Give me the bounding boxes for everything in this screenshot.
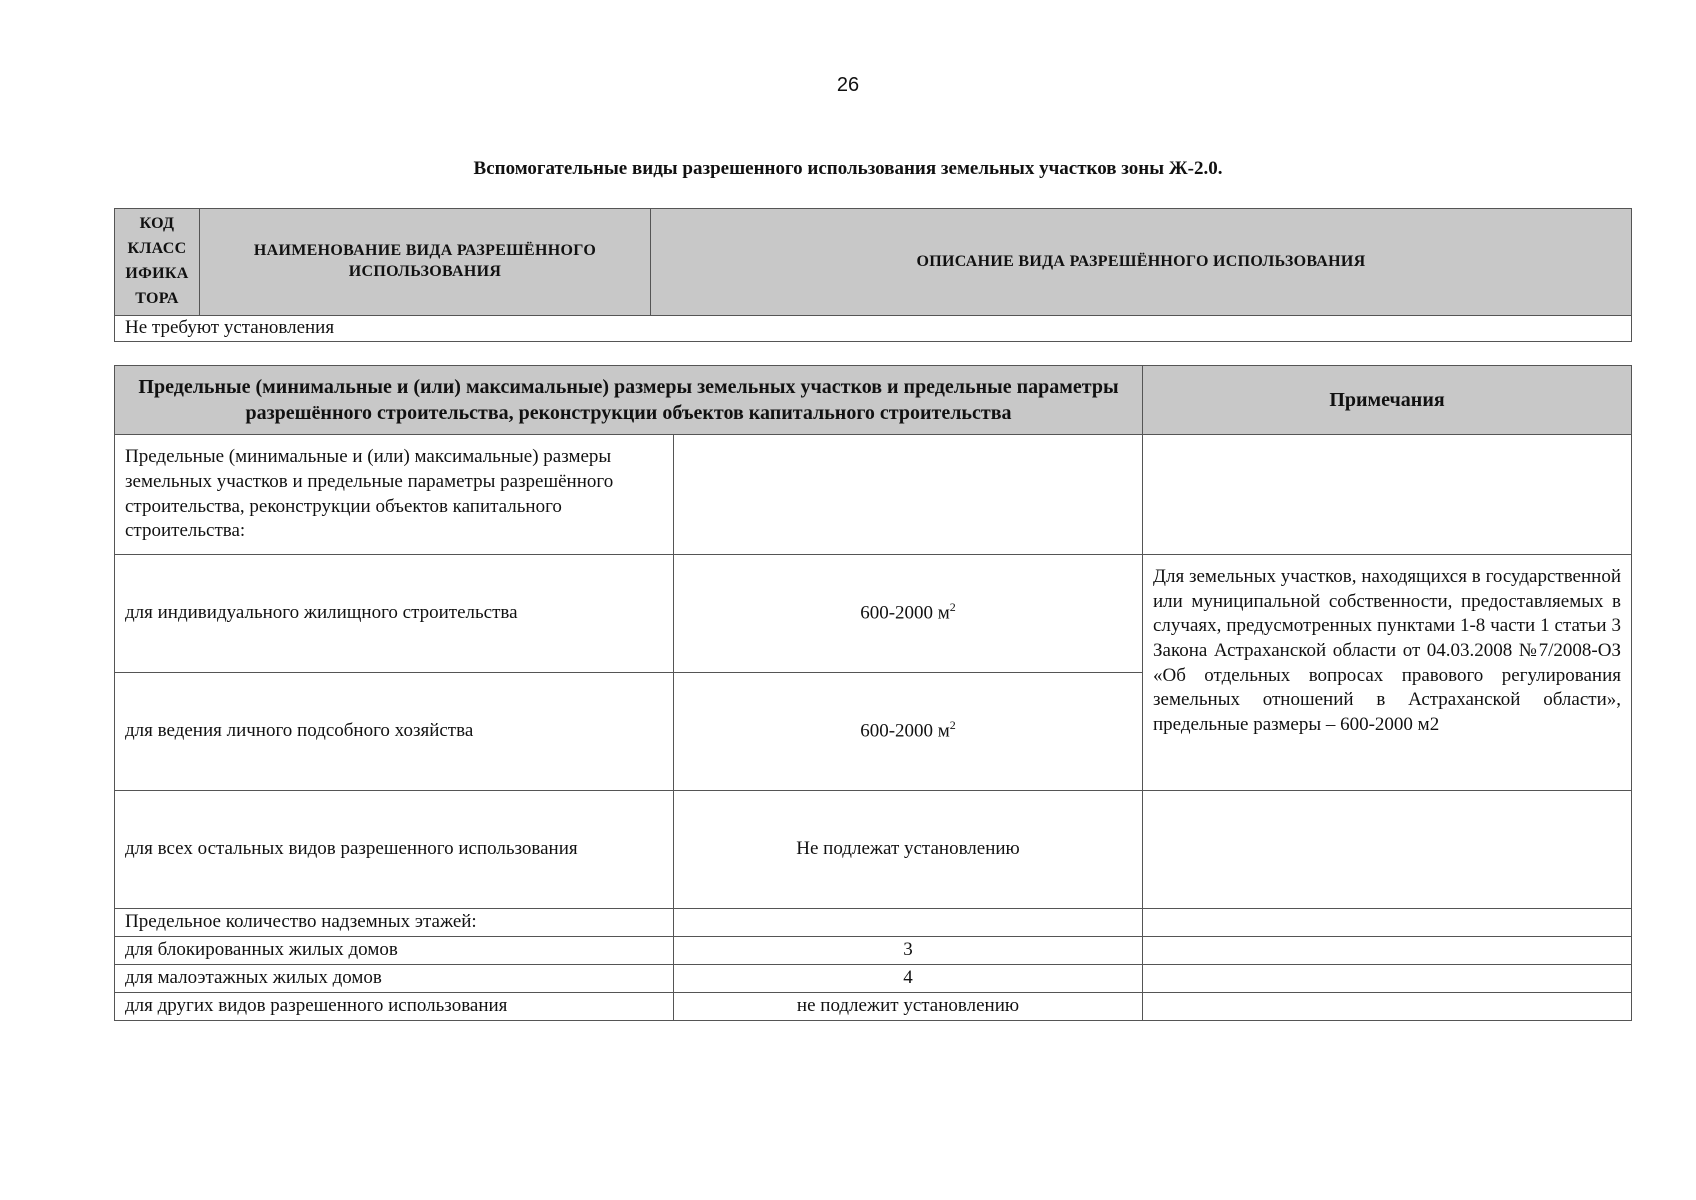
row-value: 600-2000 $м^2$	[674, 555, 1143, 673]
table-row	[115, 965, 1632, 993]
header-code: КОД КЛАСС ИФИКА ТОРА	[115, 209, 200, 316]
table-header-row	[115, 366, 1632, 435]
table-row	[115, 791, 1632, 909]
note-cell	[1143, 993, 1632, 1021]
document-title: Вспомогательные виды разрешенного использования земельных участков зоны Ж-2.0.	[473, 158, 1223, 179]
row-value: 600-2000 $м^2$	[674, 673, 1143, 791]
header-limits: Предельные (минимальные и (или) максимальные) размеры земельных участков и предельные параметры разрешённого строительства, реконструкции объектов капитального строительства	[115, 366, 1143, 435]
note-cell	[1143, 937, 1632, 965]
note-cell	[1143, 965, 1632, 993]
value-cell	[674, 435, 1143, 555]
table-row	[115, 909, 1632, 937]
row-value: 3	[674, 937, 1143, 965]
not-required-cell: Не требуют установления	[115, 316, 1632, 342]
header-name: НАИМЕНОВАНИЕ ВИДА РАЗРЕШЁННОГО ИСПОЛЬЗОВАНИЯ	[200, 209, 651, 316]
row-label: для других видов разрешенного использования	[115, 993, 674, 1021]
row-label: для индивидуального жилищного строительства	[115, 555, 674, 673]
table-row	[115, 435, 1632, 555]
table-row	[115, 993, 1632, 1021]
permitted-use-table	[114, 208, 1632, 342]
row-label: для всех остальных видов разрешенного использования	[115, 791, 674, 909]
parameters-table	[114, 365, 1632, 1021]
note-cell	[1143, 435, 1632, 555]
row-label: для ведения личного подсобного хозяйства	[115, 673, 674, 791]
table-row	[115, 316, 1632, 342]
header-description: ОПИСАНИЕ ВИДА РАЗРЕШЁННОГО ИСПОЛЬЗОВАНИЯ	[651, 209, 1632, 316]
row-value: 4	[674, 965, 1143, 993]
row-label: для блокированных жилых домов	[115, 937, 674, 965]
intro-cell: Предельные (минимальные и (или) максимальные) размеры земельных участков и предельные параметры разрешённого строительства, реконструкции объектов капитального строительства:	[115, 435, 674, 555]
value-cell	[674, 909, 1143, 937]
note-cell	[1143, 909, 1632, 937]
row-value: не подлежит установлению	[674, 993, 1143, 1021]
header-notes: Примечания	[1143, 366, 1632, 435]
note-cell	[1143, 791, 1632, 909]
table-row	[115, 555, 1632, 673]
table-row	[115, 937, 1632, 965]
page-number: 26	[836, 74, 860, 96]
row-value: Не подлежат установлению	[674, 791, 1143, 909]
table-header-row	[115, 209, 1632, 316]
note-text: Для земельных участков, находящихся в государственной или муниципальной собственности, предоставляемых в случаях, предусмотренных пунктами 1-8 части 1 статьи 3 Закона Астраханской области от 04.03.2008 №7/2008-ОЗ «Об отдельных вопросах правового регулирования земельных отношений в Астраханской области», предельные размеры – 600-2000 м2	[1143, 555, 1632, 791]
row-label: для малоэтажных жилых домов	[115, 965, 674, 993]
floors-label: Предельное количество надземных этажей:	[115, 909, 674, 937]
